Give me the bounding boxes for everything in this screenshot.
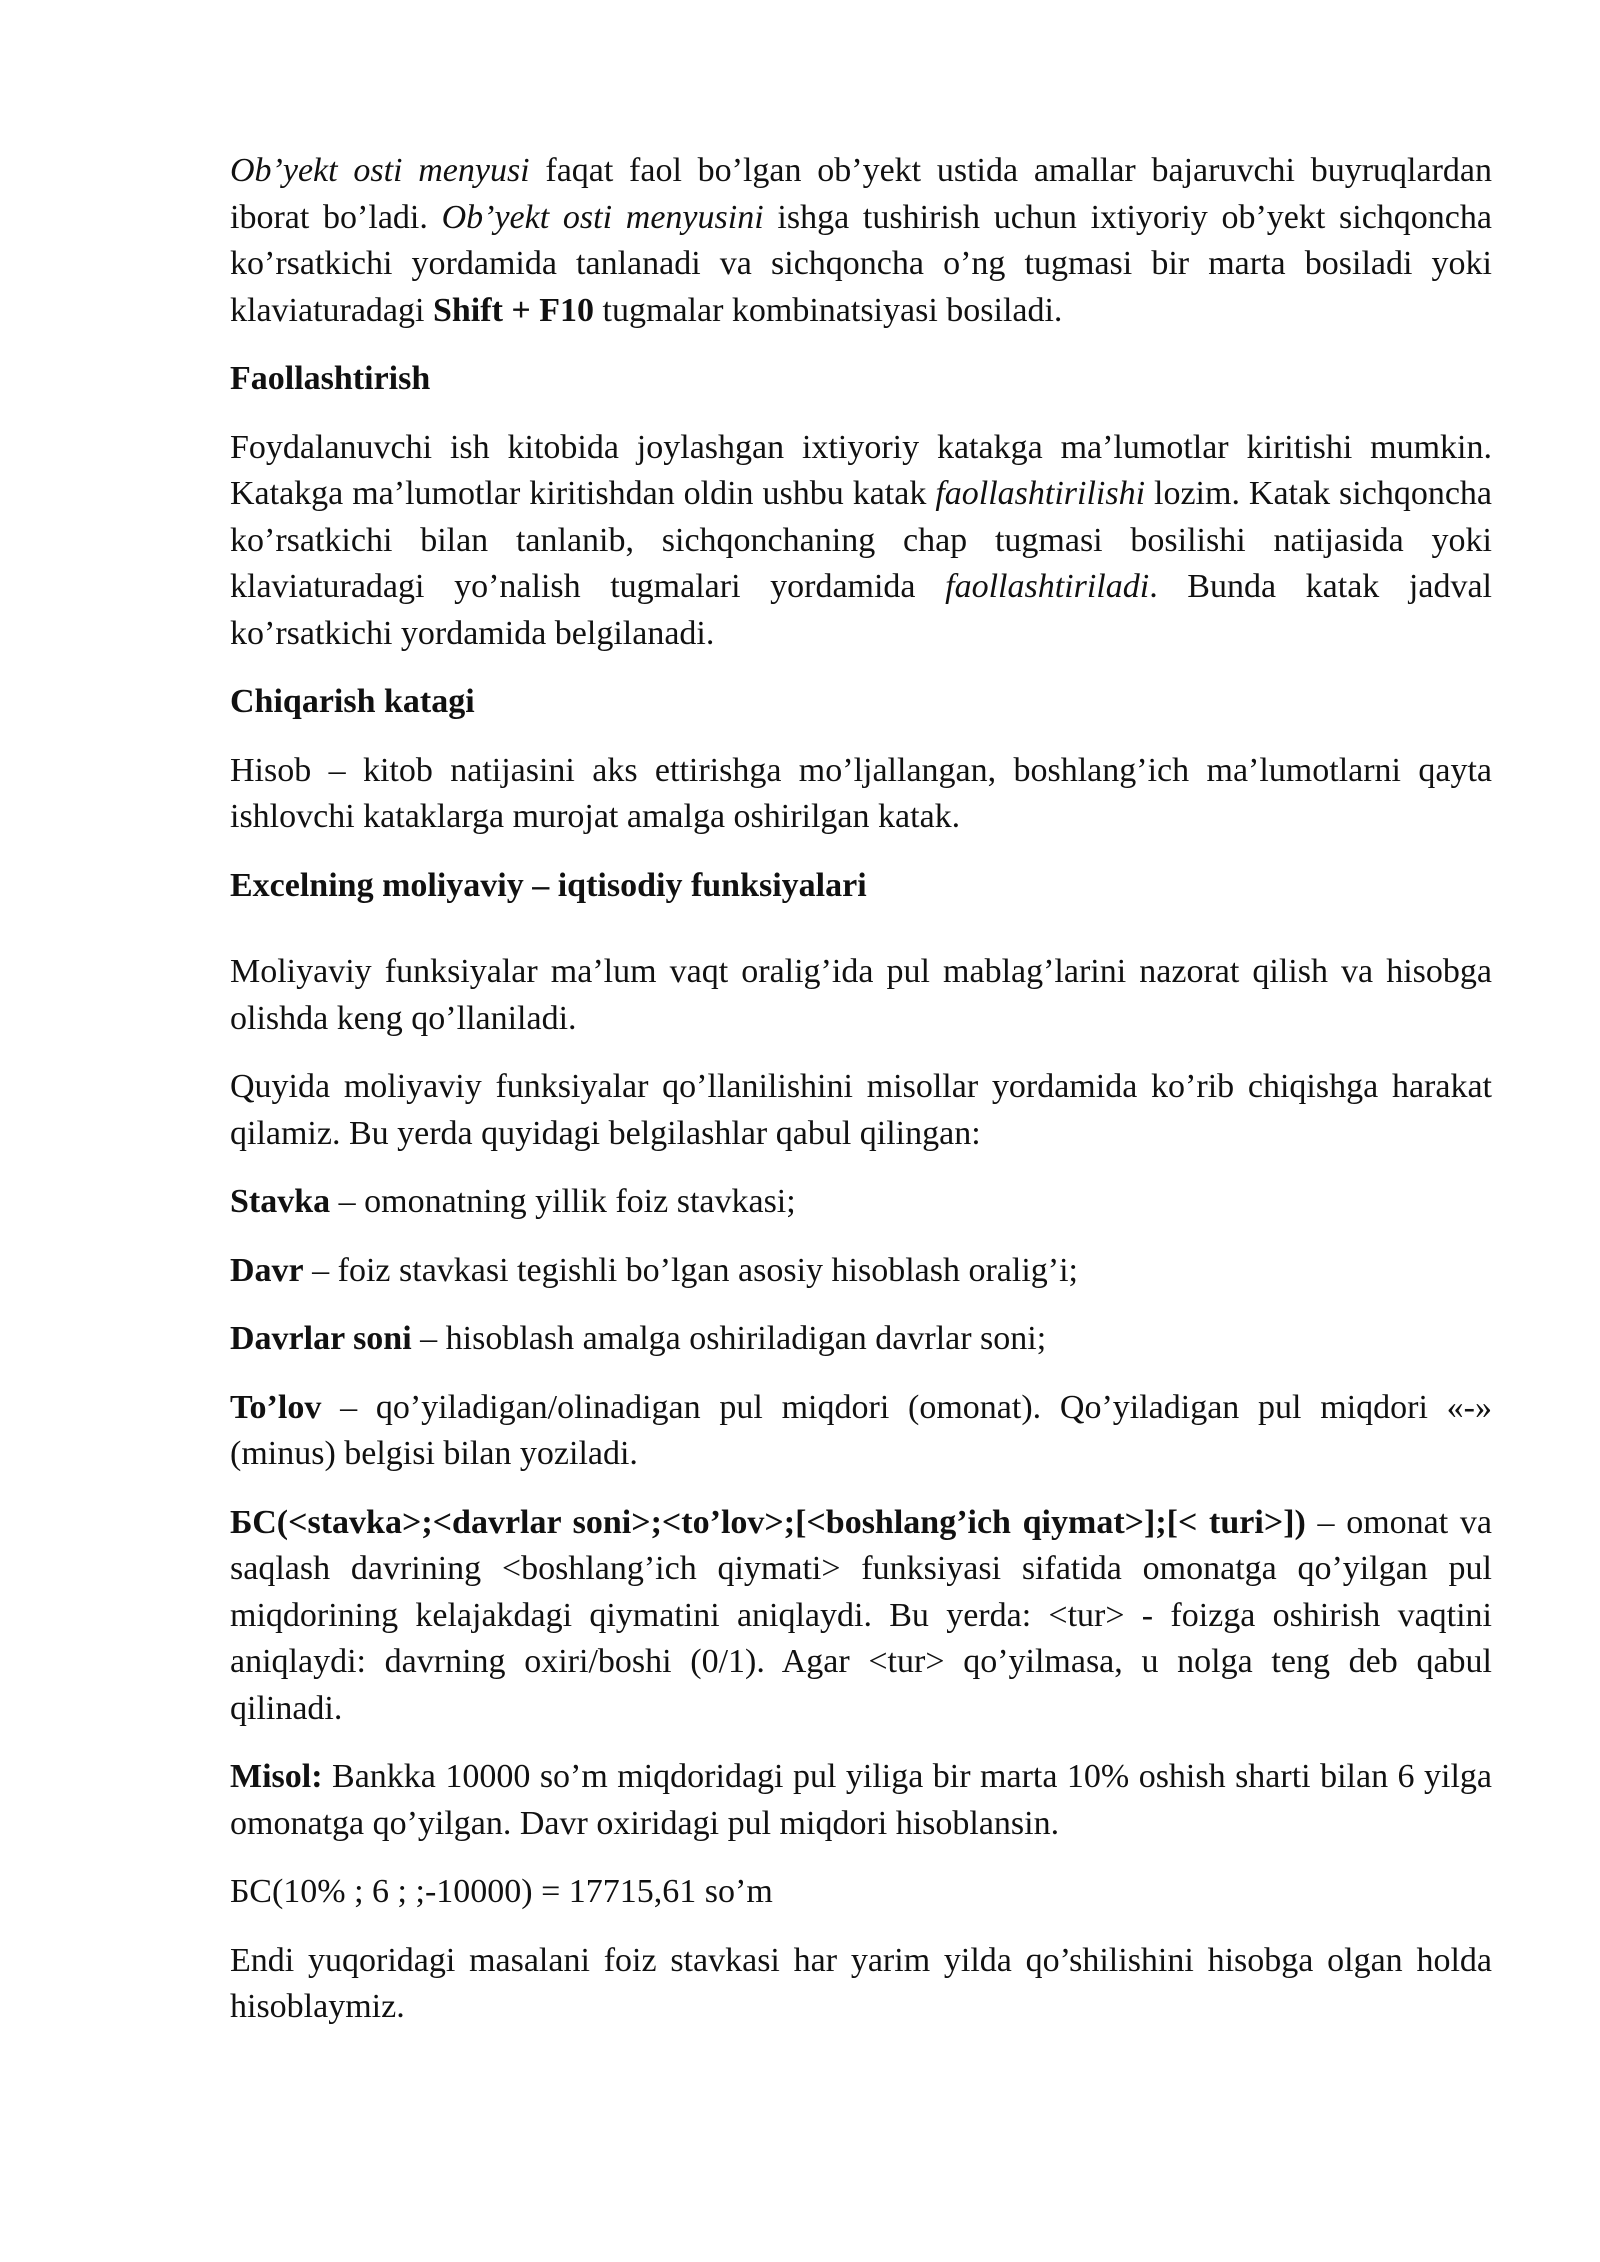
definition-davrlar-soni: Davrlar soni – hisoblash amalga oshiriladigan davrlar soni; xyxy=(230,1320,1047,1357)
bs-function-signature: БС(<stavka>;<davrlar soni>;<to’lov>;[<boshlang’ich qiymat>];[< turi>]) xyxy=(230,1503,1306,1541)
heading-output-cell: Chiqarish katagi xyxy=(230,683,475,720)
term-context-menu: Ob’yekt osti menyusi xyxy=(230,152,530,189)
definition-stavka: Stavka – omonatning yillik foiz stavkasi; xyxy=(230,1183,796,1220)
term-activated: faollashtirilishi xyxy=(935,475,1146,512)
example-label: Misol: xyxy=(230,1758,323,1795)
paragraph-example: Misol: Bankka 10000 so’m miqdoridagi pul yiliga bir marta 10% oshish sharti bilan 6 yilga omonatga qo’yilgan. Davr oxiridagi pul miqdori hisoblansin. xyxy=(230,1758,1492,1842)
shortcut-shift-f10: Shift + F10 xyxy=(432,291,595,329)
paragraph-financial-intro: Moliyaviy funksiyalar ma’lum vaqt oralig’ida pul mablag’larini nazorat qilish va hisobga olishda keng qo’llaniladi. xyxy=(230,953,1492,1037)
term-activates: faollashtiriladi xyxy=(945,568,1150,605)
paragraph-activation: Foydalanuvchi ish kitobida joylashgan ixtiyoriy katakga ma’lumotlar kiritishi mumkin. Katakga ma’lumotlar kiritishdan oldin ushbu katak faollashtirilishi lozim. Katak sichqoncha ko’rsatkichi bilan tanlanib, sichqonchaning chap tugmasi bosilishi natijasida yoki klaviaturadagi yo’nalish tugmalari yordamida faollashtiriladi. Bunda katak jadval ko’rsatkichi yordamida belgilanadi. xyxy=(230,428,1493,652)
paragraph-output-cell: Hisob – kitob natijasini aks ettirishga mo’ljallangan, boshlang’ich ma’lumotlarni qayta ishlovchi kataklarga murojat amalga oshirilgan katak. xyxy=(230,751,1492,835)
definition-tolov: To’lov – qo’yiladigan/olinadigan pul miqdori (omonat). Qo’yiladigan pul miqdori «-» (minus) belgisi bilan yoziladi. xyxy=(230,1388,1492,1472)
heading-financial-functions: Excelning moliyaviy – iqtisodiy funksiyalari xyxy=(230,866,867,904)
document-page xyxy=(230,148,1492,2053)
paragraph-notation-intro: Quyida moliyaviy funksiyalar qo’llanilishini misollar yordamida ko’rib chiqishga harakat qilamiz. Bu yerda quyidagi belgilashlar qabul qilingan: xyxy=(230,1068,1492,1152)
term-context-menu-launch: Ob’yekt osti menyusini xyxy=(441,198,764,236)
definition-davr: Davr – foiz stavkasi tegishli bo’lgan asosiy hisoblash oralig’i; xyxy=(230,1251,1078,1289)
formula-result: БС(10% ; 6 ; ;-10000) = 17715,61 so’m xyxy=(230,1873,773,1910)
paragraph-bs-function: БС(<stavka>;<davrlar soni>;<to’lov>;[<boshlang’ich qiymat>];[< turi>]) – omonat va saqlash davrining <boshlang’ich qiymati> funksiyasi sifatida omonatga qo’yilgan pul miqdorining kelajakdagi qiymatini aniqlaydi. Bu yerda: <tur> - foizga oshirish vaqtini aniqlaydi: davrning oxiri/boshi (0/1). Agar <tur> qo’yilmasa, u nolga teng deb qabul qilinadi. xyxy=(230,1503,1492,1727)
paragraph-context-menu: Ob’yekt osti menyusi faqat faol bo’lgan ob’yekt ustida amallar bajaruvchi buyruqlardan iborat bo’ladi. Ob’yekt osti menyusini ishga tushirish uchun ixtiyoriy ob’yekt sichqoncha ko’rsatkichi yordamida tanlanadi va sichqoncha o’ng tugmasi bir marta bosiladi yoki klaviaturadagi Shift + F10 tugmalar kombinatsiyasi bosiladi. xyxy=(230,152,1492,329)
heading-activation: Faollashtirish xyxy=(230,360,431,397)
paragraph-semiannual: Endi yuqoridagi masalani foiz stavkasi har yarim yilda qo’shilishini hisobga olgan holda hisoblaymiz. xyxy=(230,1941,1492,2025)
